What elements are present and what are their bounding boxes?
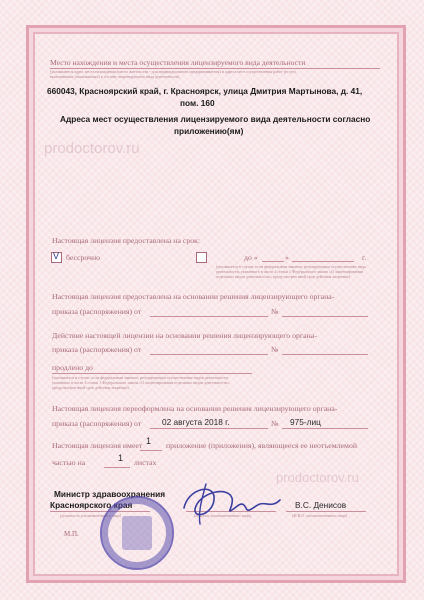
caption-name: (Ф.И.О. уполномоченного лица)	[292, 513, 347, 518]
term-label: Настоящая лицензия предоставлена на срок:	[52, 236, 201, 245]
addresses-heading-1: Адреса мест осуществления лицензируемого вида деятельности согласно	[60, 114, 371, 124]
reissued-line-2: приказа (распоряжения) от	[52, 419, 142, 428]
until-day-line	[262, 261, 284, 262]
extended-num-label: №	[271, 345, 279, 354]
term-year: г.	[362, 253, 367, 262]
reissued-date: 02 августа 2018 г.	[162, 417, 230, 427]
header-note-2: выполняемых (оказываемых) в составе лицензируемого вида деятельности)	[50, 74, 180, 79]
basis-date-line	[150, 316, 268, 317]
extended-line-2: приказа (распоряжения) от	[52, 345, 142, 354]
seal-emblem-icon	[122, 516, 152, 550]
basis-line-2: приказа (распоряжения) от	[52, 307, 142, 316]
stamp-place-label: М.П.	[64, 530, 79, 538]
basis-num-label: №	[271, 307, 279, 316]
term-quote-close: »	[285, 253, 289, 262]
signatory-name: В.С. Денисов	[295, 500, 347, 510]
signatory-position-2: Красноярского края	[50, 500, 133, 510]
appendix-label: Настоящая лицензия имеет	[52, 441, 143, 450]
basis-line-1: Настоящая лицензия предоставлена на основании решения лицензирующего органа-	[52, 292, 335, 301]
reissued-line-1: Настоящая лицензия переоформлена на основании решения лицензирующего органа-	[52, 404, 338, 413]
extended-line-3: продлено до	[52, 363, 93, 372]
address-line-2: пом. 160	[180, 98, 215, 108]
signatory-position-1: Министр здравоохранения	[54, 489, 166, 499]
header-title: Место нахождения и места осуществления лицензируемого вида деятельности	[50, 58, 306, 67]
term-until: до «	[244, 253, 258, 262]
official-seal	[100, 496, 174, 570]
reissued-num-line	[282, 428, 368, 429]
unlimited-checkbox	[51, 252, 62, 263]
watermark-bottom: prodoctorov.ru	[276, 470, 359, 485]
term-unlimited: бессрочно	[66, 253, 101, 262]
basis-num-line	[282, 316, 368, 317]
appendix-pages: 1	[118, 453, 124, 463]
name-line	[286, 511, 366, 512]
term-note: (указывается в случае, если федеральным законом, регулирующим осуществление вида деятельности, указанного в части 4 статьи 1 Федерального закона «О лицензировании отдельных видов деятельности», предусмотрен иной срок действия лицензии)	[216, 264, 366, 279]
appendix-part-label: частью на	[52, 458, 86, 467]
caption-position: (должность уполномоченного лица)	[60, 513, 122, 518]
reissued-num-label: №	[271, 419, 279, 428]
extended-until-line	[52, 373, 252, 374]
checkbox-mark: V	[53, 251, 60, 261]
address-line-1: 660043, Красноярский край, г. Красноярск, улица Дмитрия Мартынова, д. 41,	[47, 86, 363, 96]
appendix-pages-word: листах	[134, 458, 157, 467]
reissued-number: 975-лиц	[290, 417, 321, 427]
extended-line-1: Действие настоящей лицензии на основании решения лицензирующего органа-	[52, 331, 317, 340]
appendix-count-line	[140, 450, 162, 451]
appendix-pages-line	[104, 467, 130, 468]
header-note-1: (указываются адрес места нахождения (место жительства - для индивидуального предпринимателя) и адреса мест осуществления работ (услуг),	[50, 69, 297, 74]
addresses-heading-2: приложению(ям)	[174, 126, 244, 136]
extended-num-line	[282, 354, 368, 355]
until-checkbox	[196, 252, 207, 263]
appendix-count: 1	[146, 436, 152, 446]
until-month-line	[292, 261, 354, 262]
appendix-text: приложение (приложения), являющееся ее неотъемлемой	[166, 441, 358, 450]
extended-date-line	[150, 354, 268, 355]
caption-signature: (подпись уполномоченного лица)	[194, 513, 251, 518]
reissued-date-line	[150, 428, 268, 429]
extended-note: (указывается в случае, если федеральным законом, регулирующим осуществление видов деятельности, указанных в части 4 статьи 1 Федерального закона «О лицензировании отдельных видов деятельности», предусмотрен иной срок действия лицензии)	[52, 375, 231, 390]
handwritten-signature	[176, 478, 286, 528]
watermark-top: prodoctorov.ru	[44, 140, 140, 157]
